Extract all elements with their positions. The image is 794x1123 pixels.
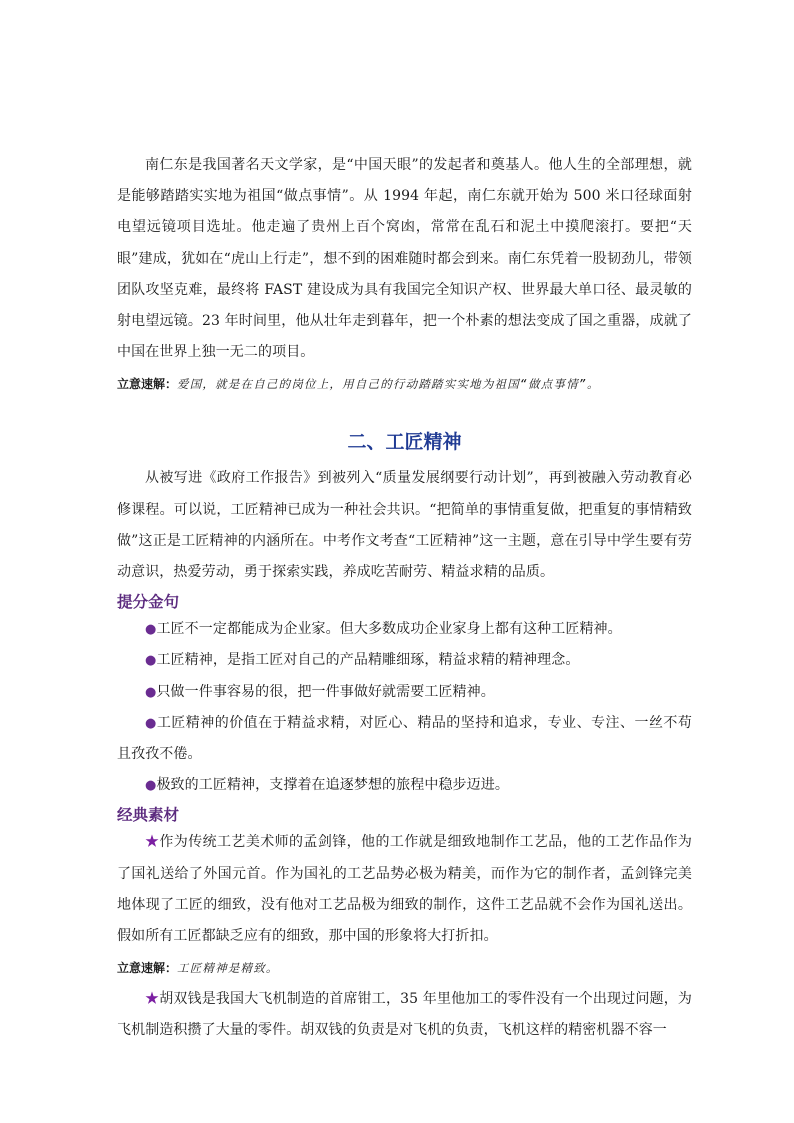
star-icon: ★ xyxy=(145,991,160,1008)
golden-sentence xyxy=(117,614,692,645)
golden-sentence-text: 工匠精神的价值在于精益求精，对匠心、精品的坚持和追求，专业、专注、一丝不苟且孜孜不倦。 xyxy=(117,714,692,763)
idea-note xyxy=(117,376,692,392)
idea-note-label: 立意速解： xyxy=(117,377,178,392)
golden-sentence xyxy=(117,645,692,676)
idea-note-label: 立意速解： xyxy=(117,961,178,976)
bullet-icon: ● xyxy=(145,684,157,700)
bullet-icon: ● xyxy=(145,778,157,794)
bullet-icon: ● xyxy=(145,715,157,731)
golden-sentence-text: 只做一件事容易的很，把一件事做好就需要工匠精神。 xyxy=(156,683,495,700)
golden-sentence-text: 工匠精神，是指工匠对自己的产品精雕细琢，精益求精的精神理念。 xyxy=(156,652,580,669)
golden-sentence-text: 工匠不一定都能成为企业家。但大多数成功企业家身上都有这种工匠精神。 xyxy=(156,621,622,638)
bullet-icon: ● xyxy=(145,653,157,669)
craftsman-intro-paragraph: 从被写进《政府工作报告》到被列入“质量发展纲要行动计划”，再到被融入劳动教育必修课程。可以说，工匠精神已成为一种社会共识。“把简单的事情重复做，把重复的事情精致做”这正是工匠精神的内涵所在。中考作文考查“工匠精神”这一主题，意在引导中学生要有劳动意识，热爱劳动，勇于探索实践，养成吃苦耐劳、精益求精的品质。 xyxy=(117,470,692,581)
document-page xyxy=(117,150,692,1047)
material-text: 胡双钱是我国大飞机制造的首席钳工，35 年里他加工的零件没有一个出现过问题，为飞机制造积攒了大量的零件。胡双钱的负责是对飞机的负责，飞机这样的精密机器不容一 xyxy=(117,991,692,1039)
golden-sentences-heading: 提分金句 xyxy=(117,593,180,612)
idea-note xyxy=(117,960,692,976)
idea-note-text: 工匠精神是精致。 xyxy=(177,961,279,976)
material-paragraph-hu-shuangqian xyxy=(117,984,692,1046)
golden-sentence xyxy=(117,708,692,770)
golden-sentence-text: 极致的工匠精神，支撑着在追逐梦想的旅程中稳步迈进。 xyxy=(156,777,509,794)
material-text: 作为传统工艺美术师的孟剑锋，他的工作就是细致地制作工艺品，他的工艺作品作为了国礼送给了外国元首。作为国礼的工艺品势必极为精美，而作为它的制作者，孟剑锋完美地体现了工匠的细致，没有他对工艺品极为细致的制作，这件工艺品就不会作为国礼送出。假如所有工匠都缺乏应有的细致，那中国的形象将大打折扣。 xyxy=(117,834,692,945)
bullet-icon: ● xyxy=(145,622,157,638)
classic-material-heading: 经典素材 xyxy=(117,806,180,825)
idea-note-text: 爱国，就是在自己的岗位上，用自己的行动踏踏实实地为祖国“做点事情”。 xyxy=(177,377,600,392)
golden-sentence xyxy=(117,770,692,801)
nan-rendong-paragraph: 南仁东是我国著名天文学家，是“中国天眼”的发起者和奠基人。他人生的全部理想，就是能够踏踏实实地为祖国“做点事情”。从 1994 年起，南仁东就开始为 500 米口径球面射电望远镜项目选址。他走遍了贵州上百个窝凼，常常在乱石和泥土中摸爬滚打。要把“天眼”建成，犹如在“虎山上行走”，想不到的困难随时都会到来。南仁东凭着一股韧劲儿，带领团队攻坚克难，最终将 FAST 建设成为具有我国完全知识产权、世界最大单口径、最灵敏的射电望远镜。23 年时间里，他从壮年走到暮年，把一个朴素的想法变成了国之重器，成就了中国在世界上独一无二的项目。 xyxy=(117,157,692,361)
section-title: 二、工匠精神 xyxy=(347,431,462,454)
golden-sentence xyxy=(117,677,692,708)
star-icon: ★ xyxy=(145,834,160,851)
material-paragraph-meng-jianfeng xyxy=(117,827,692,952)
